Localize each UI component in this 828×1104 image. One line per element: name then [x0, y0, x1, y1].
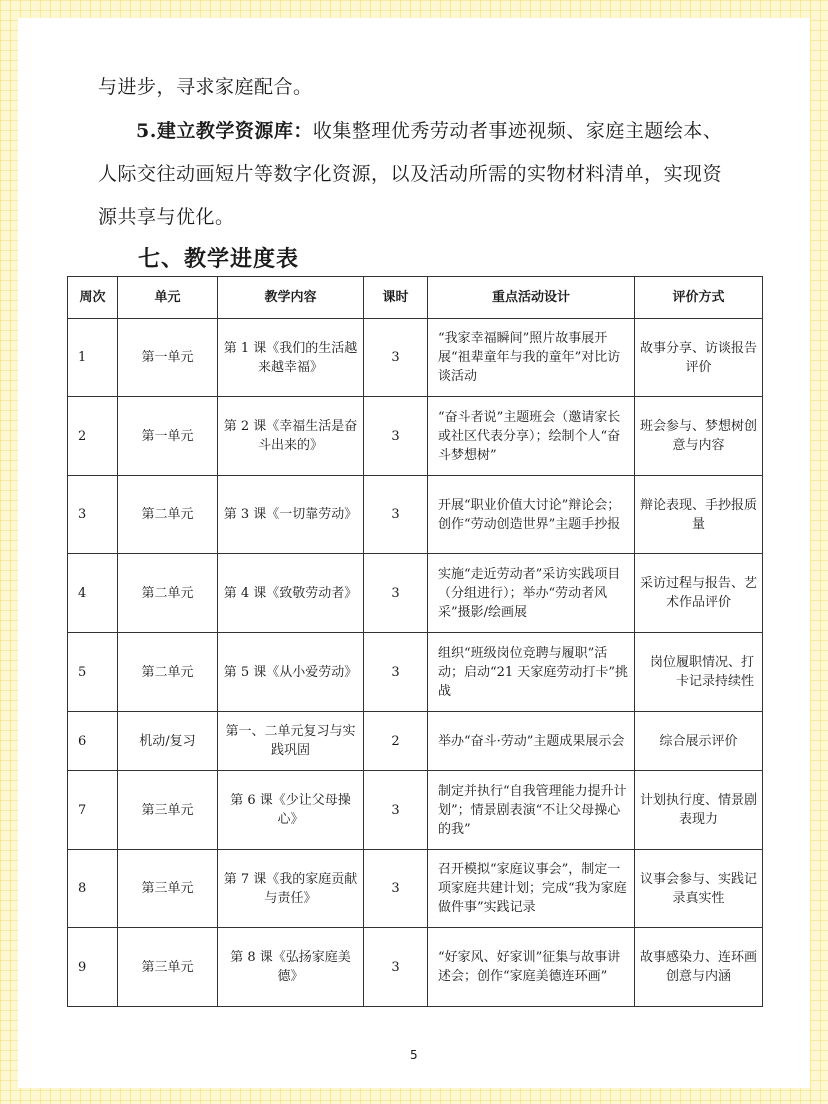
unit-cell: 第一单元	[118, 397, 218, 476]
section-title: 七、教学进度表	[138, 247, 300, 272]
hours-cell: 3	[364, 771, 428, 850]
week-cell: 9	[68, 928, 118, 1007]
unit-cell: 第二单元	[118, 633, 218, 712]
hours-cell: 3	[364, 633, 428, 712]
table-row	[68, 928, 763, 1007]
week-cell: 7	[68, 771, 118, 850]
header-week: 周次	[68, 277, 118, 319]
evaluation-cell: 采访过程与报告、艺术作品评价	[635, 554, 763, 633]
week-cell: 3	[68, 476, 118, 554]
content-cell: 第 7 课《我的家庭贡献与责任》	[218, 850, 364, 928]
teaching-schedule-table	[67, 276, 763, 1007]
unit-cell: 第三单元	[118, 771, 218, 850]
content-cell: 第 4 课《致敬劳动者》	[218, 554, 364, 633]
activity-cell: 开展“职业价值大讨论”辩论会；创作“劳动创造世界”主题手抄报	[428, 476, 635, 554]
activity-cell: “我家幸福瞬间”照片故事展开展“祖辈童年与我的童年”对比访谈活动	[428, 319, 635, 397]
evaluation-cell: 议事会参与、实践记录真实性	[635, 850, 763, 928]
paragraph-line: 与进步，寻求家庭配合。	[98, 76, 313, 98]
evaluation-cell: 计划执行度、情景剧表现力	[635, 771, 763, 850]
unit-cell: 第二单元	[118, 554, 218, 633]
evaluation-cell: 岗位履职情况、打卡记录持续性	[635, 633, 763, 712]
unit-cell: 第一单元	[118, 319, 218, 397]
unit-cell: 机动/复习	[118, 712, 218, 771]
activity-cell: 召开模拟“家庭议事会”，制定一项家庭共建计划；完成“我为家庭做件事”实践记录	[428, 850, 635, 928]
table-row	[68, 397, 763, 476]
activity-cell: “奋斗者说”主题班会（邀请家长或社区代表分享）；绘制个人“奋斗梦想树”	[428, 397, 635, 476]
week-cell: 1	[68, 319, 118, 397]
document-page	[18, 18, 810, 1088]
activity-cell: 实施“走近劳动者”采访实践项目（分组进行）；举办“劳动者风采”摄影/绘画展	[428, 554, 635, 633]
paragraph-line: 源共享与优化。	[98, 206, 235, 228]
content-cell: 第 6 课《少让父母操心》	[218, 771, 364, 850]
week-cell: 5	[68, 633, 118, 712]
table-row	[68, 319, 763, 397]
hours-cell: 3	[364, 397, 428, 476]
activity-cell: “好家风、好家训”征集与故事讲述会；创作“家庭美德连环画”	[428, 928, 635, 1007]
unit-cell: 第三单元	[118, 928, 218, 1007]
evaluation-cell: 故事分享、访谈报告评价	[635, 319, 763, 397]
hours-cell: 3	[364, 319, 428, 397]
content-cell: 第一、二单元复习与实践巩固	[218, 712, 364, 771]
header-hours: 课时	[364, 277, 428, 319]
content-cell: 第 8 课《弘扬家庭美德》	[218, 928, 364, 1007]
evaluation-cell: 班会参与、梦想树创意与内容	[635, 397, 763, 476]
hours-cell: 3	[364, 850, 428, 928]
table-row	[68, 712, 763, 771]
evaluation-cell: 辩论表现、手抄报质量	[635, 476, 763, 554]
activity-cell: 组织“班级岗位竞聘与履职”活动；启动“21 天家庭劳动打卡”挑战	[428, 633, 635, 712]
hours-cell: 3	[364, 554, 428, 633]
content-cell: 第 5 课《从小爱劳动》	[218, 633, 364, 712]
week-cell: 4	[68, 554, 118, 633]
table-row	[68, 476, 763, 554]
header-unit: 单元	[118, 277, 218, 319]
unit-cell: 第二单元	[118, 476, 218, 554]
resource-library-item	[136, 116, 796, 143]
evaluation-cell: 综合展示评价	[635, 712, 763, 771]
week-cell: 6	[68, 712, 118, 771]
header-content: 教学内容	[218, 277, 364, 319]
item-label: 5.建立教学资源库：	[136, 120, 313, 142]
content-cell: 第 2 课《幸福生活是奋斗出来的》	[218, 397, 364, 476]
evaluation-cell: 故事感染力、连环画创意与内涵	[635, 928, 763, 1007]
unit-cell: 第三单元	[118, 850, 218, 928]
header-activity: 重点活动设计	[428, 277, 635, 319]
table-header-row	[68, 277, 763, 319]
content-cell: 第 1 课《我们的生活越来越幸福》	[218, 319, 364, 397]
hours-cell: 3	[364, 928, 428, 1007]
table-row	[68, 633, 763, 712]
page-number: 5	[410, 1048, 418, 1062]
hours-cell: 2	[364, 712, 428, 771]
hours-cell: 3	[364, 476, 428, 554]
content-cell: 第 3 课《一切靠劳动》	[218, 476, 364, 554]
table-row	[68, 850, 763, 928]
week-cell: 8	[68, 850, 118, 928]
week-cell: 2	[68, 397, 118, 476]
table-row	[68, 554, 763, 633]
activity-cell: 制定并执行“自我管理能力提升计划”；情景剧表演“不让父母操心的我”	[428, 771, 635, 850]
header-evaluation: 评价方式	[635, 277, 763, 319]
item-text: 收集整理优秀劳动者事迹视频、家庭主题绘本、	[312, 120, 723, 142]
paragraph-line: 人际交往动画短片等数字化资源，以及活动所需的实物材料清单，实现资	[98, 163, 723, 185]
table-row	[68, 771, 763, 850]
activity-cell: 举办“奋斗·劳动”主题成果展示会	[428, 712, 635, 771]
